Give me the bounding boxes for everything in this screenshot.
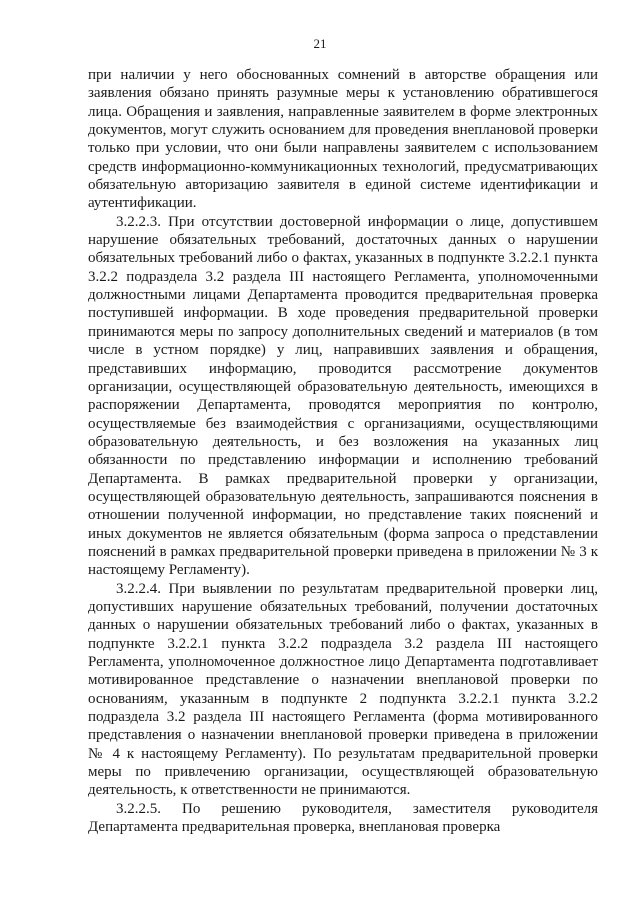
- page-number: 21: [313, 36, 327, 51]
- paragraph-continuation: при наличии у него обоснованных сомнений в авторстве обращения или заявления обязано принять разумные меры к установлению обратившегося лица. Обращения и заявления, направленные заявителем в форме электронных документов, могут служить основанием для проведения внеплановой проверки только при условии, что они были направлены заявителем с использованием средств информационно-коммуникационных технологий, предусматривающих обязательную авторизацию заявителя в единой системе идентификации и аутентификации.: [88, 67, 598, 212]
- paragraph-3-2-2-5: 3.2.2.5. По решению руководителя, заместителя руководителя Департамента предварительная проверка, внеплановая проверка: [88, 800, 598, 836]
- paragraph-3-2-2-3: 3.2.2.3. При отсутствии достоверной информации о лице, допустившем нарушение обязательных требований, достаточных данных о нарушении обязательных требований либо о фактах, указанных в подпункте 3.2.2.1 пункта 3.2.2 подраздела 3.2 раздела III настоящего Регламента, уполномоченными должностными лицами Департамента проводится предварительная проверка поступившей информации. В ходе проведения предварительной проверки принимаются меры по запросу дополнительных сведений и материалов (в том числе в устном порядке) у лиц, направивших заявления и обращения, представивших информацию, проводится рассмотрение документов организации, осуществляющей образовательную деятельность, имеющихся в распоряжении Департамента, проводятся мероприятия по контролю, осуществляемые без взаимодействия с организациями, осуществляющими образовательную деятельность, и без возложения на указанных лиц обязанности по представлению информации и исполнению требований Департамента. В рамках предварительной проверки у организации, осуществляющей образовательную деятельность, запрашиваются пояснения в отношении полученной информации, но представление таких пояснений и иных документов не является обязательным (форма запроса о представлении пояснений в рамках предварительной проверки приведена в приложении № 3 к настоящему Регламенту).: [88, 213, 598, 579]
- document-body: [88, 66, 598, 836]
- paragraph-3-2-2-4: 3.2.2.4. При выявлении по результатам предварительной проверки лиц, допустивших нарушение обязательных требований, получении достаточных данных о нарушении обязательных требований либо о фактах, указанных в подпункте 3.2.2.1 пункта 3.2.2 подраздела 3.2 раздела III настоящего Регламента, уполномоченное должностное лицо Департамента подготавливает мотивированное представление о назначении внеплановой проверки по основаниям, указанным в подпункте 2 подпункта 3.2.2.1 пункта 3.2.2 подраздела 3.2 раздела III настоящего Регламента (форма мотивированного представления о назначении внеплановой проверки приведена в приложении № 4 к настоящему Регламенту). По результатам предварительной проверки меры по привлечению организации, осуществляющей образовательную деятельность, к ответственности не принимаются.: [88, 580, 598, 799]
